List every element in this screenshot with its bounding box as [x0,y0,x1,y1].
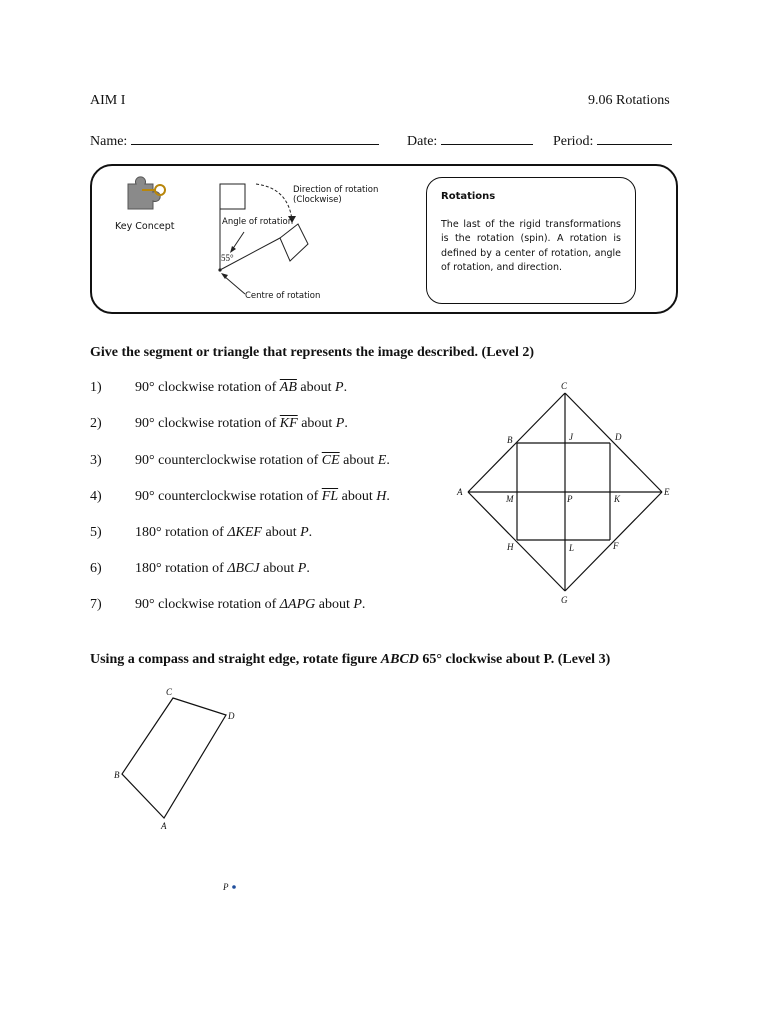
triangle-name: ΔBCJ [227,561,260,576]
segment-name: $\overline{FL}$ [321,489,339,504]
date-row [407,130,533,150]
vertex-label-a: A [161,821,167,831]
direction-arc [256,184,292,220]
period-row [553,130,672,150]
period-field[interactable] [597,130,672,145]
section2-heading-pre: Using a compass and straight edge, rotate figure [90,652,381,667]
point-label-d: D [615,432,622,442]
question-text: 180° rotation of ΔKEF about P. [135,525,313,540]
section2-heading-figure: ABCD [380,652,419,667]
point-label-c: C [561,381,568,391]
center-point-name: P [335,416,345,431]
triangle-name: ΔAPG [279,597,316,612]
question-6 [90,561,470,581]
question-text: 90° clockwise rotation of $\overline{AB}$ about P. [135,380,348,395]
segment-name: $\overline{KF}$ [279,416,298,431]
question-1 [90,380,470,400]
point-label-h: H [507,542,514,552]
question-text: 90° clockwise rotation of ΔAPG about P. [135,597,366,612]
name-row [90,130,379,150]
question-number: 7) [90,597,102,612]
section1-heading: Give the segment or triangle that represents the image described. (Level 2) [90,345,535,360]
section2-heading-post: 65° clockwise about P. (Level 3) [418,652,611,667]
point-label-a: A [457,487,463,497]
point-label-l: L [569,543,575,553]
name-field[interactable] [131,130,379,145]
point-label-j: J [569,432,573,442]
center-point-name: H [376,489,387,504]
question-2 [90,416,470,436]
key-concept-label: Key Concept [115,221,175,232]
question-text: 90° clockwise rotation of $\overline{KF}$ about P. [135,416,348,431]
segment-name: $\overline{AB}$ [279,380,297,395]
date-label: Date: [407,134,438,149]
point-label-f: F [613,541,619,551]
course-title: AIM I [90,93,126,108]
square-figure [455,380,680,610]
original-square [220,184,245,209]
period-label: Period: [553,134,594,149]
vertex-label-d: D [228,711,235,721]
triangle-name: ΔKEF [227,525,262,540]
question-7 [90,597,470,617]
question-list [90,380,470,620]
point-p [232,885,236,889]
point-label-m: M [506,494,514,504]
rotations-title: Rotations [441,191,496,202]
rotated-square [280,224,308,261]
question-text: 180° rotation of ΔBCJ about P. [135,561,310,576]
question-number: 1) [90,380,102,395]
point-label-k: K [614,494,621,504]
question-4 [90,489,470,509]
question-number: 2) [90,416,102,431]
angle-value: 55° [221,253,234,263]
section2-heading [90,652,610,668]
rotations-definition-box [426,177,636,304]
segment-name: $\overline{CE}$ [321,453,340,468]
angle-label: Angle of rotation [222,217,294,227]
question-number: 4) [90,489,102,504]
point-label-b: B [507,435,513,445]
center-point-name: P [300,525,309,540]
centre-label: Centre of rotation [245,291,321,301]
center-point-name: P [353,597,362,612]
point-label-p: P [567,494,573,504]
abcd-figure [100,680,260,900]
question-text: 90° counterclockwise rotation of $\overline{CE}$ about E. [135,453,390,468]
center-point-name: P [335,380,344,395]
puzzle-key-icon [120,174,170,216]
question-3 [90,453,470,473]
question-number: 5) [90,525,102,540]
vertex-label-b: B [114,770,120,780]
quadrilateral-abcd [122,698,226,818]
direction-label-1: Direction of rotation [293,185,379,195]
date-field[interactable] [441,130,533,145]
question-text: 90° counterclockwise rotation of $\overline{FL}$ about H. [135,489,390,504]
point-p-label: P [223,882,229,892]
center-point-name: P [297,561,307,576]
question-number: 3) [90,453,102,468]
question-number: 6) [90,561,102,576]
centre-point [218,268,221,271]
lesson-title: 9.06 Rotations [588,93,670,108]
vertex-label-c: C [166,687,173,697]
point-label-g: G [561,595,568,605]
direction-label-2: (Clockwise) [293,195,342,205]
rotations-text: The last of the rigid transformations is the rotation (spin). A rotation is defined by a center of rotation, angle of rotation, and direction. [441,218,621,273]
point-label-e: E [664,487,670,497]
center-point-name: E [377,453,387,468]
question-5 [90,525,470,545]
name-label: Name: [90,134,128,149]
